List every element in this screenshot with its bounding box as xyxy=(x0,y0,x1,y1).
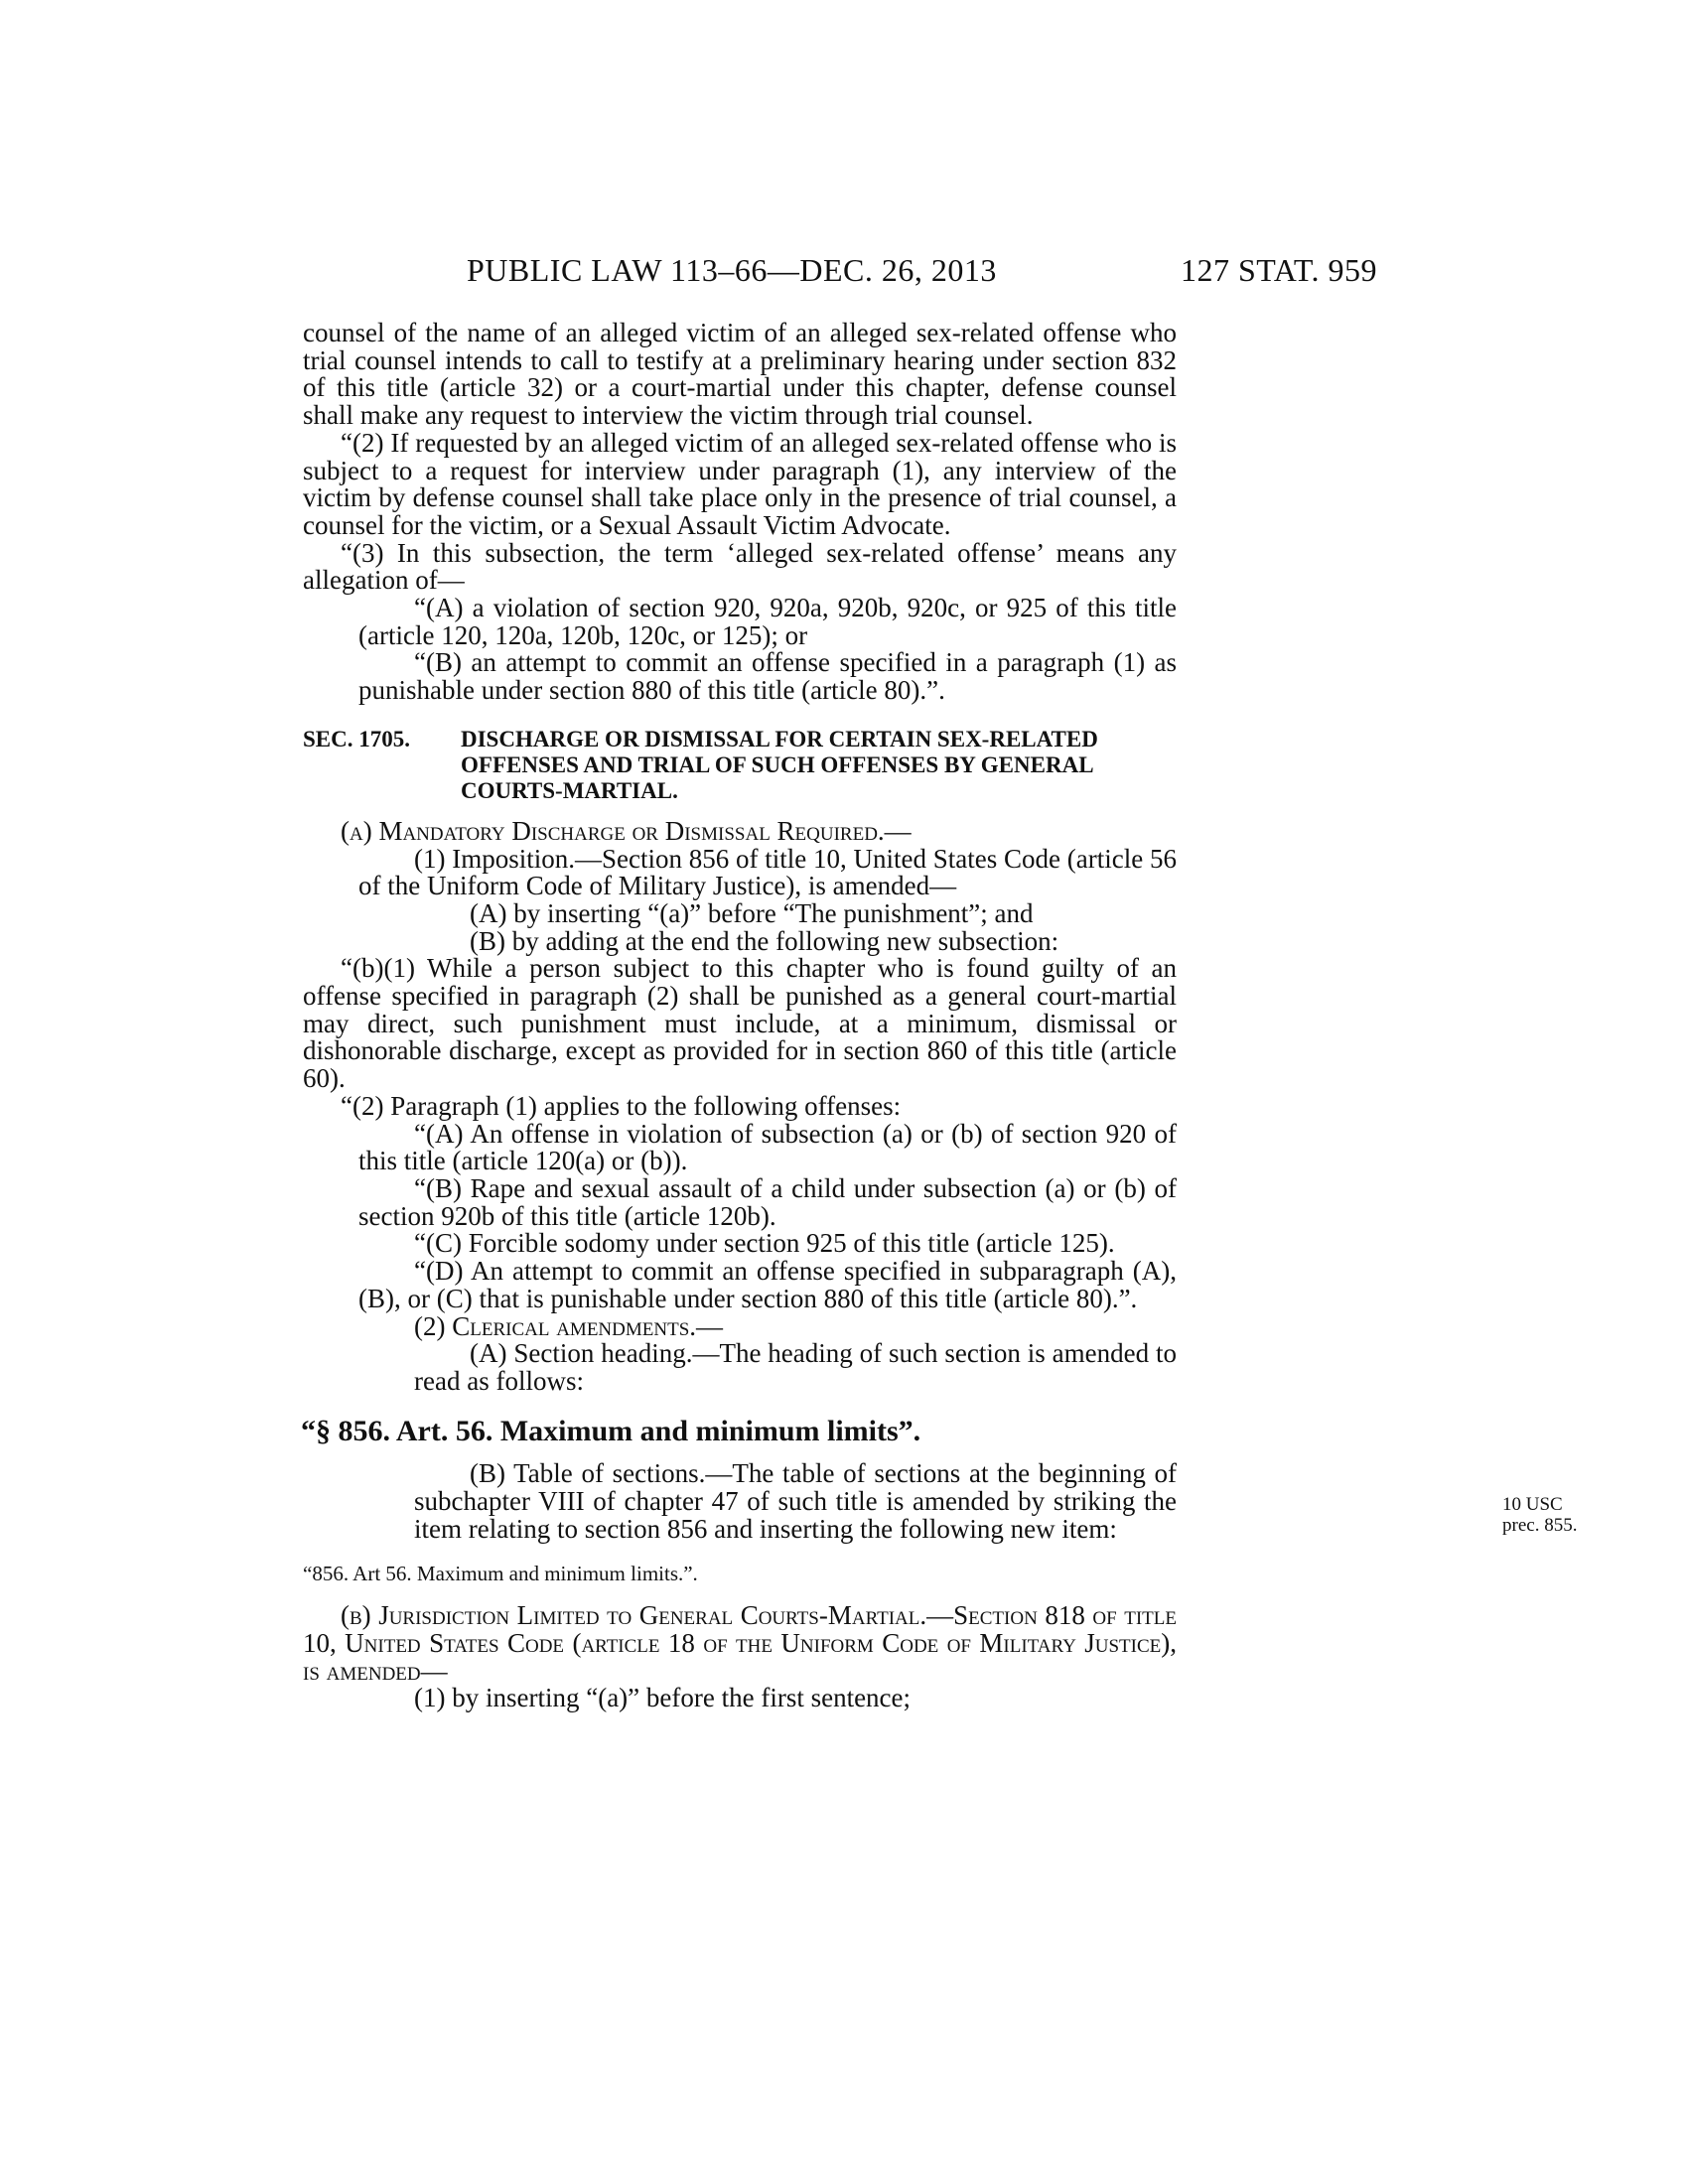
paragraph-3: “(3) In this subsection, the term ‘alleged sex-related offense’ means any allegation of— xyxy=(303,537,1177,596)
inserted-text-b-2-C: “(C) Forcible sodomy under section 925 of this title (article 125). xyxy=(414,1228,1115,1259)
inserted-text-b-2: “(2) Paragraph (1) applies to the following offenses: xyxy=(341,1090,902,1121)
subsection-a-2-B-block xyxy=(303,1458,1578,1544)
section-number: SEC. 1705. xyxy=(303,726,410,751)
paragraph-3-b: “(B) an attempt to commit an offense specified in a paragraph (1) as punishable under section 880 of this title (article 80).”. xyxy=(358,647,1177,706)
section-title: DISCHARGE OR DISMISSAL FOR CERTAIN SEX-RELATED OFFENSES AND TRIAL OF SUCH OFFENSES BY GENERAL COURTS-MARTIAL. xyxy=(461,726,1098,803)
paragraph-2: “(2) If requested by an alleged victim of an alleged sex-related offense who is subject to a request for interview under paragraph (1), any interview of the victim by defense counsel shall take place only in the presence of trial counsel, a counsel for the victim, or a Sexual Assault Victim Advocate. xyxy=(303,427,1177,540)
page-header xyxy=(0,252,1688,292)
inserted-text-b-2-A: “(A) An offense in violation of subsection (a) or (b) of section 920 of this title (article 120(a) or (b)). xyxy=(358,1118,1177,1176)
paragraph-3-a: “(A) a violation of section 920, 920a, 920b, 920c, or 925 of this title (article 120, 120a, 120b, 120c, or 125); or xyxy=(358,593,1177,650)
subsection-a-2: (2) Clerical amendments.— xyxy=(414,1310,724,1341)
inserted-text-b-2-B: “(B) Rape and sexual assault of a child under subsection (a) or (b) of section 920b of this title (article 120b). xyxy=(358,1172,1177,1231)
subsection-a-heading: (a) Mandatory Discharge or Dismissal Required.— xyxy=(341,815,912,846)
subsection-a-1-A: (A) by inserting “(a)” before “The punishment”; and xyxy=(470,897,1034,928)
document-body xyxy=(301,318,1578,1713)
subsection-b-1: (1) by inserting “(a)” before the first sentence; xyxy=(414,1683,912,1713)
page-header-stat-citation: 127 STAT. 959 xyxy=(1180,252,1377,288)
paragraph-continuation: counsel of the name of an alleged victim of an alleged sex-related offense who trial counsel intends to call to testify at a preliminary hearing under section 832 of this title (article 32) or a court-martial under this chapter, defense counsel shall make any request to interview the victim through trial counsel. xyxy=(303,318,1177,431)
section-heading xyxy=(303,727,1177,804)
inserted-text-b-2-D: “(D) An attempt to commit an offense specified in subparagraph (A), (B), or (C) that is punishable under section 880 of this title (article 80).”. xyxy=(358,1256,1177,1313)
page-header-title: PUBLIC LAW 113–66—DEC. 26, 2013 xyxy=(467,252,997,288)
section-856-heading: “§ 856. Art. 56. Maximum and minimum limits”. xyxy=(301,1414,921,1447)
subsection-a-1-B: (B) by adding at the end the following new subsection: xyxy=(470,925,1059,956)
margin-note-line-1: 10 USC xyxy=(1502,1494,1563,1516)
margin-note xyxy=(1502,1494,1577,1536)
margin-note-line-2: prec. 855. xyxy=(1502,1515,1578,1537)
subsection-a-1: (1) Imposition.—Section 856 of title 10, United States Code (article 56 of the Uniform Code of Military Justice), is amended— xyxy=(358,843,1177,901)
subsection-a-2-B: (B) Table of sections.—The table of sections at the beginning of subchapter VIII of chapter 47 of such title is amended by striking the item relating to section 856 and inserting the following new item: xyxy=(414,1458,1177,1544)
subsection-a-2-A: (A) Section heading.—The heading of such section is amended to read as follows: xyxy=(414,1338,1177,1396)
subsection-b: (b) Jurisdiction Limited to General Courts-Martial.—Section 818 of title 10, United States Code (article 18 of the Uniform Code of Military Justice), is amended— xyxy=(303,1600,1177,1686)
inserted-text-b-1: “(b)(1) While a person subject to this chapter who is found guilty of an offense specified in paragraph (2) shall be punished as a general court-martial may direct, such punishment must include, at a minimum, dismissal or dishonorable discharge, except as provided for in section 860 of this title (article 60). xyxy=(303,953,1177,1094)
table-of-sections-item: “856. Art 56. Maximum and minimum limits.”. xyxy=(303,1562,698,1586)
